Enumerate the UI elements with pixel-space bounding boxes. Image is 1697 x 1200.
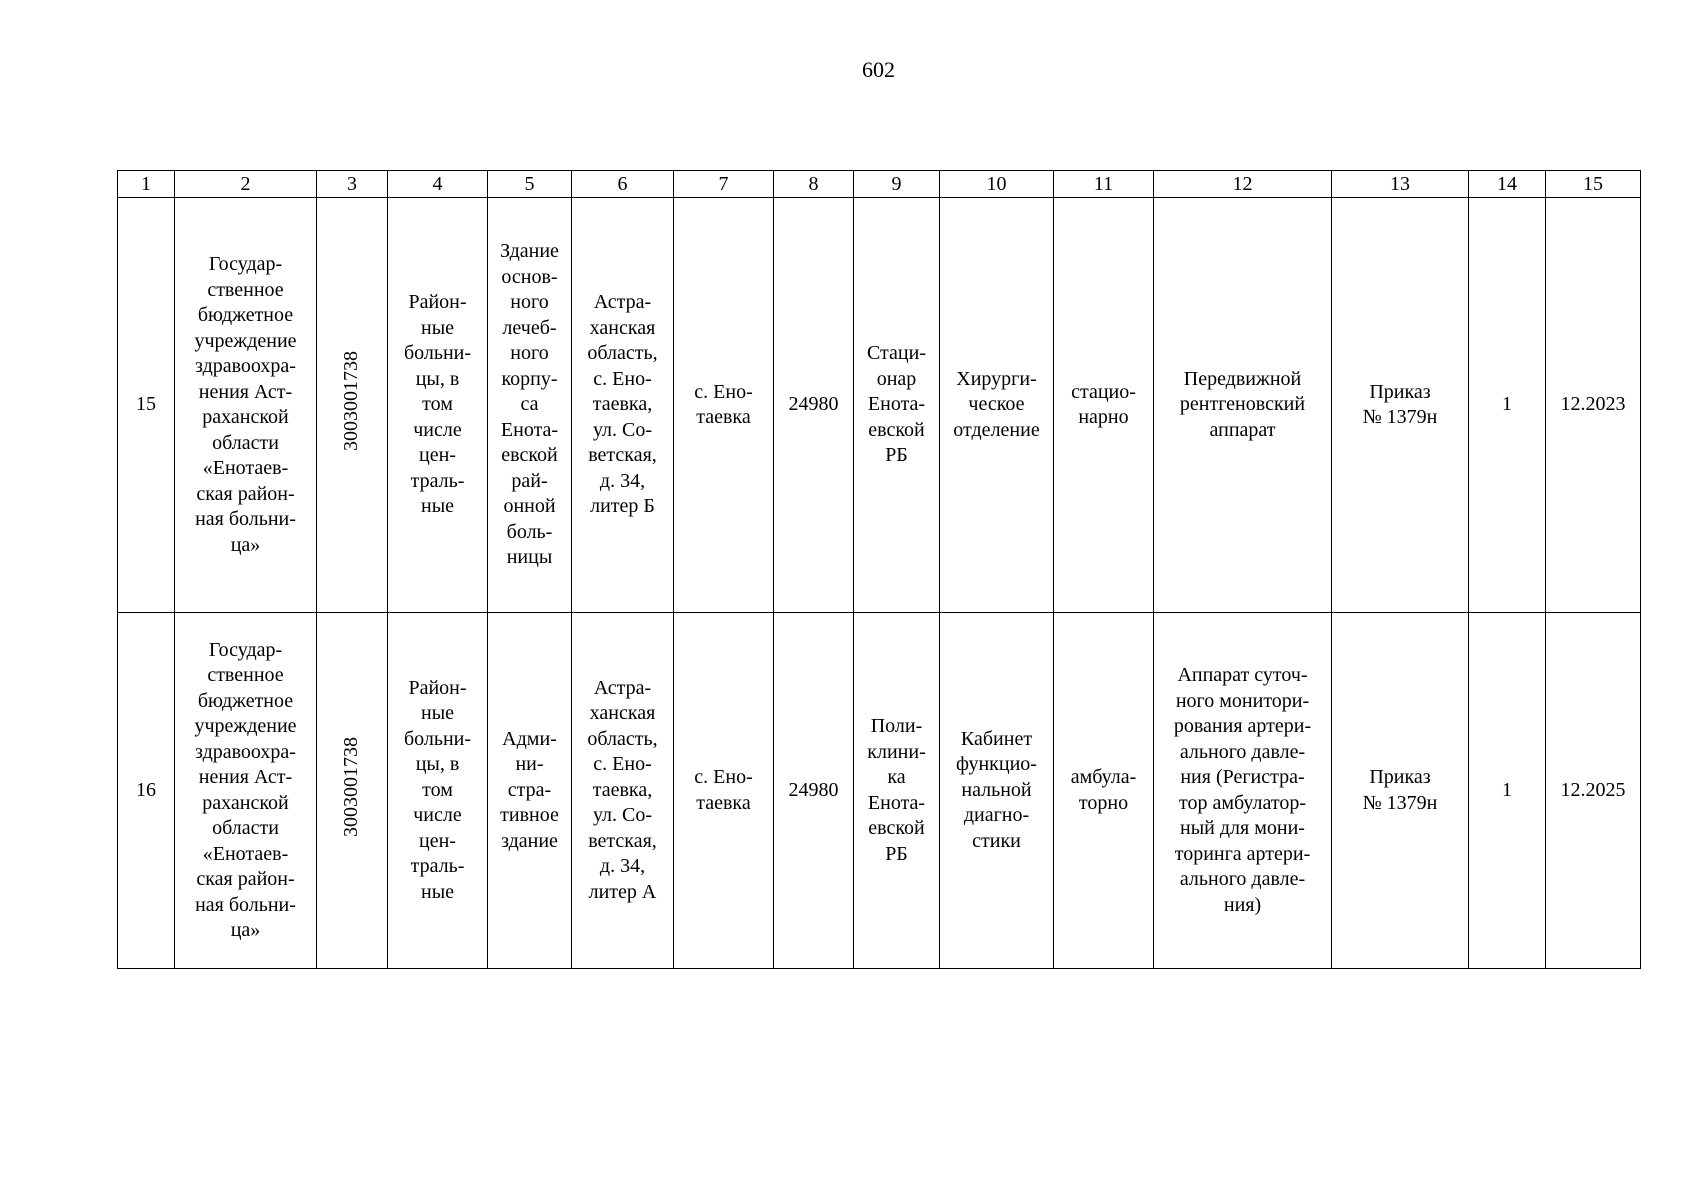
date-cell: 12.2023 <box>1546 198 1641 613</box>
inn-value: 3003001738 <box>340 736 363 837</box>
table-row <box>118 613 1641 969</box>
column-number: 7 <box>674 171 774 198</box>
care-form-cell: стацио- нарно <box>1054 198 1154 613</box>
table-row <box>118 198 1641 613</box>
standard-cell: Приказ № 1379н <box>1332 613 1469 969</box>
column-number: 9 <box>854 171 940 198</box>
column-number: 4 <box>388 171 488 198</box>
department-cell: Кабинет функцио- нальной диагно- стики <box>940 613 1054 969</box>
organization-type-cell: Район- ные больни- цы, в том числе цен- траль- ные <box>388 613 488 969</box>
column-number: 11 <box>1054 171 1154 198</box>
subdivision-cell: Стаци- онар Енота- евской РБ <box>854 198 940 613</box>
address-cell: Астра- ханская область, с. Ено- таевка, ул. Со- ветская, д. 34, литер Б <box>572 198 674 613</box>
column-number: 14 <box>1469 171 1546 198</box>
address-cell: Астра- ханская область, с. Ено- таевка, ул. Со- ветская, д. 34, литер А <box>572 613 674 969</box>
date-cell: 12.2025 <box>1546 613 1641 969</box>
column-number: 12 <box>1154 171 1332 198</box>
organization-name-cell: Государ- ственное бюджетное учреждение здравоохра- нения Аст- раханской области «Енотаев- ская район- ная больни- ца» <box>175 198 317 613</box>
locality-cell: с. Ено- таевка <box>674 613 774 969</box>
code-cell: 24980 <box>774 198 854 613</box>
department-cell: Хирурги- ческое отделение <box>940 198 1054 613</box>
column-number: 5 <box>488 171 572 198</box>
column-number: 10 <box>940 171 1054 198</box>
subdivision-cell: Поли- клини- ка Енота- евской РБ <box>854 613 940 969</box>
row-number-cell: 15 <box>118 198 175 613</box>
locality-cell: с. Ено- таевка <box>674 198 774 613</box>
equipment-cell: Аппарат суточ- ного монитори- рования артери- ального давле- ния (Регистра- тор амбулатор- ный для мони- торинга артери- ального давле- ния) <box>1154 613 1332 969</box>
equipment-cell: Передвижной рентгеновский аппарат <box>1154 198 1332 613</box>
quantity-cell: 1 <box>1469 613 1546 969</box>
building-cell: Адми- ни- стра- тивное здание <box>488 613 572 969</box>
column-number: 8 <box>774 171 854 198</box>
organization-name-cell: Государ- ственное бюджетное учреждение здравоохра- нения Аст- раханской области «Енотаев- ская район- ная больни- ца» <box>175 613 317 969</box>
standard-cell: Приказ № 1379н <box>1332 198 1469 613</box>
column-number-row <box>118 171 1641 198</box>
inn-value: 3003001738 <box>340 351 363 452</box>
inn-cell <box>317 613 388 969</box>
building-cell: Здание основ- ного лечеб- ного корпу- са Енота- евской рай- онной боль- ницы <box>488 198 572 613</box>
care-form-cell: амбула- торно <box>1054 613 1154 969</box>
column-number: 2 <box>175 171 317 198</box>
equipment-registry-table <box>117 170 1641 969</box>
row-number-cell: 16 <box>118 613 175 969</box>
column-number: 15 <box>1546 171 1641 198</box>
quantity-cell: 1 <box>1469 198 1546 613</box>
column-number: 1 <box>118 171 175 198</box>
column-number: 6 <box>572 171 674 198</box>
organization-type-cell: Район- ные больни- цы, в том числе цен- траль- ные <box>388 198 488 613</box>
inn-cell <box>317 198 388 613</box>
column-number: 13 <box>1332 171 1469 198</box>
code-cell: 24980 <box>774 613 854 969</box>
column-number: 3 <box>317 171 388 198</box>
page-number: 602 <box>862 57 895 82</box>
